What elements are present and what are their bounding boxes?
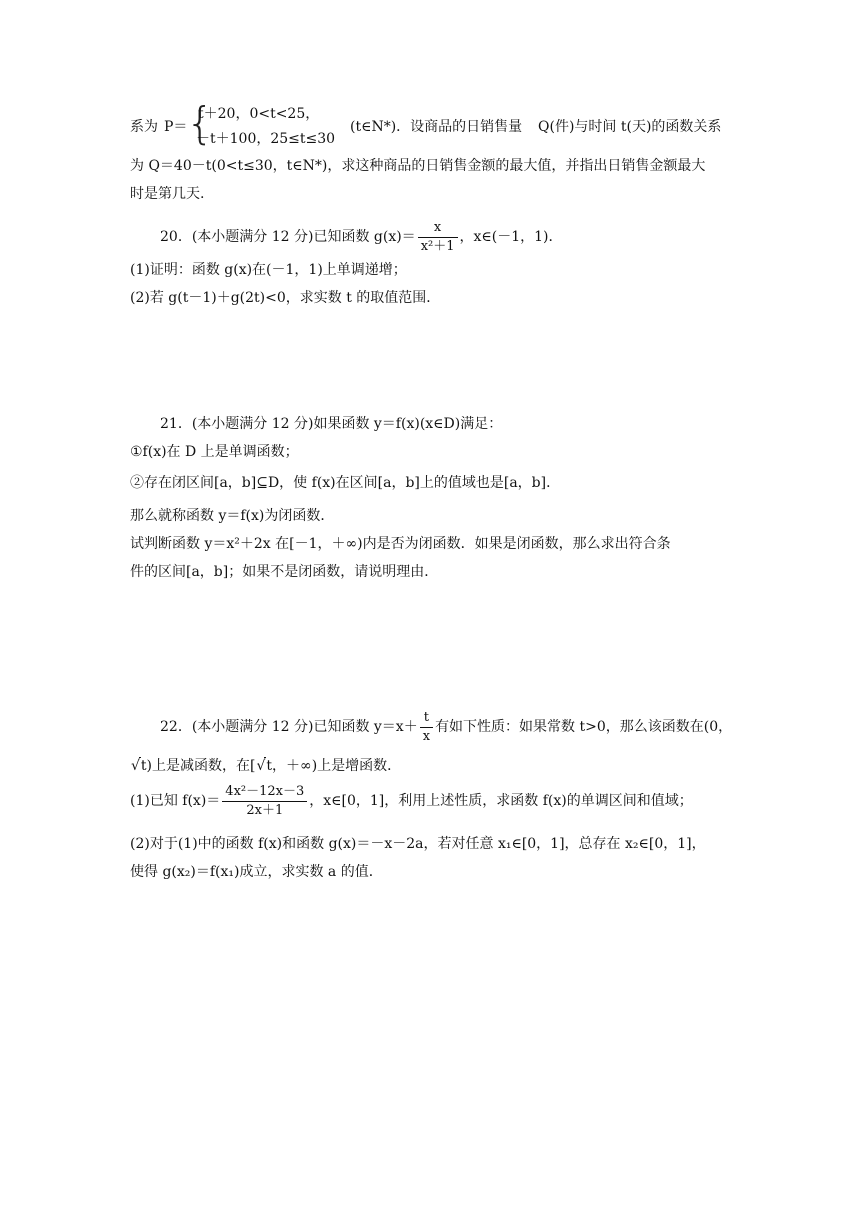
q22-part-2-line-1: (2)对于(1)中的函数 f(x)和函数 g(x)＝－x－2a，若对任意 x₁∈[0，1]，总存在 x₂∈[0，1]， [130,836,706,852]
q22-p1-tail: ，x∈[0，1]，利用上述性质，求函数 f(x)的单调区间和值域； [309,793,693,810]
q20-frac-num: x [418,220,458,238]
q20-frac-den: x²＋1 [420,238,455,254]
q22-frac-den: x [422,728,431,744]
left-brace-icon: { [186,98,214,149]
q20-fraction [418,220,458,254]
q22-p1-num: 4x²－12x－3 [222,784,307,802]
q21-task-line-2: 件的区间[a，b]；如果不是闭函数，请说明理由． [130,564,439,580]
q22-part-2-line-2: 使得 g(x₂)＝f(x₁)成立，求实数 a 的值． [130,864,383,880]
q22-p1-fraction [222,784,307,818]
q21-task-line-1: 试判断函数 y＝x²＋2x 在[－1，＋∞)内是否为闭函数．如果是闭函数，那么求出符合条 [130,536,671,552]
q20-part-1: (1)证明：函数 g(x)在(－1，1)上单调递增； [130,262,407,278]
q22-heading [160,710,732,744]
q19-case-1: t＋20，0<t<25， [198,106,320,122]
q22-line-2 [130,757,401,775]
q20-heading [160,220,563,254]
q22-fraction [420,710,433,744]
q20-head-tail: ，x∈(－1，1)． [459,229,563,246]
q19-domain: (t∈N*)．设商品的日销售量 [350,119,523,135]
q22-p1-den: 2x＋1 [246,802,284,818]
q22-frac-num: t [420,710,433,728]
q19-p-eq: P＝ [164,119,188,135]
q20-part-2: (2)若 g(t－1)＋g(2t)<0，求实数 t 的取值范围． [130,290,441,306]
q21-heading: 21．(本小题满分 12 分)如果函数 y＝f(x)(x∈D)满足： [160,416,503,432]
q22-head-tail: 有如下性质：如果常数 t>0，那么该函数在(0， [435,719,733,736]
q22-line2-b: t，＋∞)上是增函数． [266,758,402,774]
q19-line-2: 为 Q＝40－t(0<t≤30，t∈N*)，求这种商品的日销售金额的最大值，并指出日销售金额最大 [130,158,706,174]
q22-head-text: 22．(本小题满分 12 分)已知函数 y＝x＋ [160,719,418,736]
q21-condition-2: ②存在闭区间[a，b]⊆D，使 f(x)在区间[a，b]上的值域也是[a，b]． [130,475,561,491]
q20-head-text: 20．(本小题满分 12 分)已知函数 g(x)＝ [160,229,416,246]
q19-line-3: 时是第几天. [130,186,205,202]
q19-case-2: －t＋100，25≤t≤30 [196,131,336,147]
q22-p1-head: (1)已知 f(x)＝ [130,793,221,810]
q21-condition-1: ①f(x)在 D 上是单调函数； [130,444,299,460]
q21-definition: 那么就称函数 y＝f(x)为闭函数． [130,508,335,524]
q22-line2-a: t)上是减函数，在[ [140,758,256,774]
q19-intro: 系为 [130,119,158,135]
q19-line1-rest: Q(件)与时间 t(天)的函数关系 [538,119,722,135]
q22-part-1 [130,784,693,818]
